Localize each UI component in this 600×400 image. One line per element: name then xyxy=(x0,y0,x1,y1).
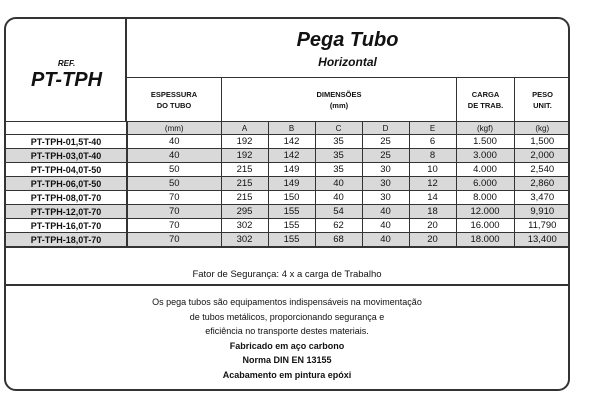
table-cell: 2,000 xyxy=(514,149,570,163)
table-cell: 70 xyxy=(127,205,221,219)
row-ref: PT-TPH-01,5T-40 xyxy=(6,135,127,149)
header-carga-text: CARGA DE TRAB. xyxy=(467,89,504,110)
units-cell: B xyxy=(268,122,315,135)
row-ref: PT-TPH-16,0T-70 xyxy=(6,219,127,233)
table-cell: 40 xyxy=(362,205,409,219)
spec-table-body xyxy=(6,122,570,248)
header-peso xyxy=(514,78,570,121)
table-row xyxy=(6,205,570,219)
table-cell: 20 xyxy=(409,233,456,248)
table-cell: 8 xyxy=(409,149,456,163)
table-cell: 68 xyxy=(315,233,362,248)
table-cell: 192 xyxy=(221,135,268,149)
table-cell: 6 xyxy=(409,135,456,149)
spec-line: Acabamento em pintura epóxi xyxy=(222,369,352,380)
table-cell: 12 xyxy=(409,177,456,191)
header xyxy=(6,19,568,121)
table-cell: 25 xyxy=(362,149,409,163)
table-row xyxy=(6,135,570,149)
table-cell: 30 xyxy=(362,163,409,177)
table-cell: 4.000 xyxy=(456,163,514,177)
table-cell: 6.000 xyxy=(456,177,514,191)
table-row xyxy=(6,163,570,177)
table-cell: 35 xyxy=(315,135,362,149)
table-cell: 54 xyxy=(315,205,362,219)
table-cell: 142 xyxy=(268,149,315,163)
units-cell: (mm) xyxy=(127,122,221,135)
table-cell: 155 xyxy=(268,205,315,219)
safety-note: Fator de Segurança: 4 x a carga de Trabalho xyxy=(192,269,382,280)
spec-line: Norma DIN EN 13155 xyxy=(242,355,332,365)
table-cell: 13,400 xyxy=(514,233,570,248)
units-cell: (kg) xyxy=(514,122,570,135)
table-cell: 8.000 xyxy=(456,191,514,205)
table-cell: 35 xyxy=(315,149,362,163)
header-dimensoes xyxy=(221,78,456,121)
table-cell: 295 xyxy=(221,205,268,219)
table-cell: 25 xyxy=(362,135,409,149)
table-cell: 215 xyxy=(221,163,268,177)
table-cell: 40 xyxy=(315,177,362,191)
table-cell: 40 xyxy=(315,191,362,205)
table-cell: 192 xyxy=(221,149,268,163)
product-subtitle: Horizontal xyxy=(318,55,377,69)
spec-table xyxy=(6,121,570,248)
table-cell: 18 xyxy=(409,205,456,219)
product-card xyxy=(4,17,570,391)
table-cell: 1,500 xyxy=(514,135,570,149)
units-cell: D xyxy=(362,122,409,135)
table-cell: 40 xyxy=(127,135,221,149)
table-cell: 50 xyxy=(127,177,221,191)
description-line: de tubos metálicos, proporcionando segurança e xyxy=(189,311,385,322)
description-line: Os pega tubos são equipamentos indispensáveis na movimentação xyxy=(152,297,422,307)
table-cell: 11,790 xyxy=(514,219,570,233)
table-row xyxy=(6,233,570,248)
table-cell: 142 xyxy=(268,135,315,149)
header-dimensoes-text: DIMENSÕES (mm) xyxy=(316,89,362,110)
table-cell: 1.500 xyxy=(456,135,514,149)
table-row xyxy=(6,219,570,233)
table-cell: 30 xyxy=(362,177,409,191)
row-ref: PT-TPH-12,0T-70 xyxy=(6,205,127,219)
table-cell: 35 xyxy=(315,163,362,177)
row-ref: PT-TPH-03,0T-40 xyxy=(6,149,127,163)
table-cell: 302 xyxy=(221,233,268,248)
table-cell: 10 xyxy=(409,163,456,177)
units-cell xyxy=(6,122,127,135)
description-line: eficiência no transporte destes materiais. xyxy=(205,326,369,336)
units-cell: A xyxy=(221,122,268,135)
table-cell: 3.000 xyxy=(456,149,514,163)
units-cell: C xyxy=(315,122,362,135)
table-cell: 215 xyxy=(221,177,268,191)
table-cell: 70 xyxy=(127,233,221,248)
ref-code: PT-TPH xyxy=(30,69,103,91)
row-ref: PT-TPH-08,0T-70 xyxy=(6,191,127,205)
table-cell: 16.000 xyxy=(456,219,514,233)
header-carga xyxy=(456,78,514,121)
table-cell: 30 xyxy=(362,191,409,205)
table-cell: 20 xyxy=(409,219,456,233)
header-peso-text: PESO UNIT. xyxy=(532,89,553,110)
table-cell: 302 xyxy=(221,219,268,233)
description-block xyxy=(6,295,568,382)
header-espessura xyxy=(127,78,221,121)
product-title: Pega Tubo xyxy=(296,29,399,51)
table-cell: 14 xyxy=(409,191,456,205)
table-cell: 149 xyxy=(268,163,315,177)
table-cell: 155 xyxy=(268,233,315,248)
table-row xyxy=(6,149,570,163)
row-ref: PT-TPH-18,0T-70 xyxy=(6,233,127,248)
table-cell: 70 xyxy=(127,219,221,233)
safety-divider xyxy=(6,284,568,286)
header-espessura-text: ESPESSURA DO TUBO xyxy=(150,89,198,110)
table-cell: 155 xyxy=(268,219,315,233)
table-row xyxy=(6,191,570,205)
units-cell: (kgf) xyxy=(456,122,514,135)
table-row xyxy=(6,177,570,191)
table-cell: 18.000 xyxy=(456,233,514,248)
table-cell: 149 xyxy=(268,177,315,191)
ref-box xyxy=(6,19,127,121)
table-cell: 40 xyxy=(362,233,409,248)
table-cell: 12.000 xyxy=(456,205,514,219)
table-cell: 62 xyxy=(315,219,362,233)
table-cell: 70 xyxy=(127,191,221,205)
table-cell: 9,910 xyxy=(514,205,570,219)
table-cell: 215 xyxy=(221,191,268,205)
table-cell: 3,470 xyxy=(514,191,570,205)
row-ref: PT-TPH-04,0T-50 xyxy=(6,163,127,177)
ref-label: REF. xyxy=(57,59,76,68)
row-ref: PT-TPH-06,0T-50 xyxy=(6,177,127,191)
table-cell: 40 xyxy=(127,149,221,163)
table-cell: 50 xyxy=(127,163,221,177)
table-cell: 150 xyxy=(268,191,315,205)
units-row xyxy=(6,122,570,135)
table-cell: 40 xyxy=(362,219,409,233)
units-cell: E xyxy=(409,122,456,135)
table-cell: 2,860 xyxy=(514,177,570,191)
spec-line: Fabricado em aço carbono xyxy=(229,340,345,351)
table-cell: 2,540 xyxy=(514,163,570,177)
